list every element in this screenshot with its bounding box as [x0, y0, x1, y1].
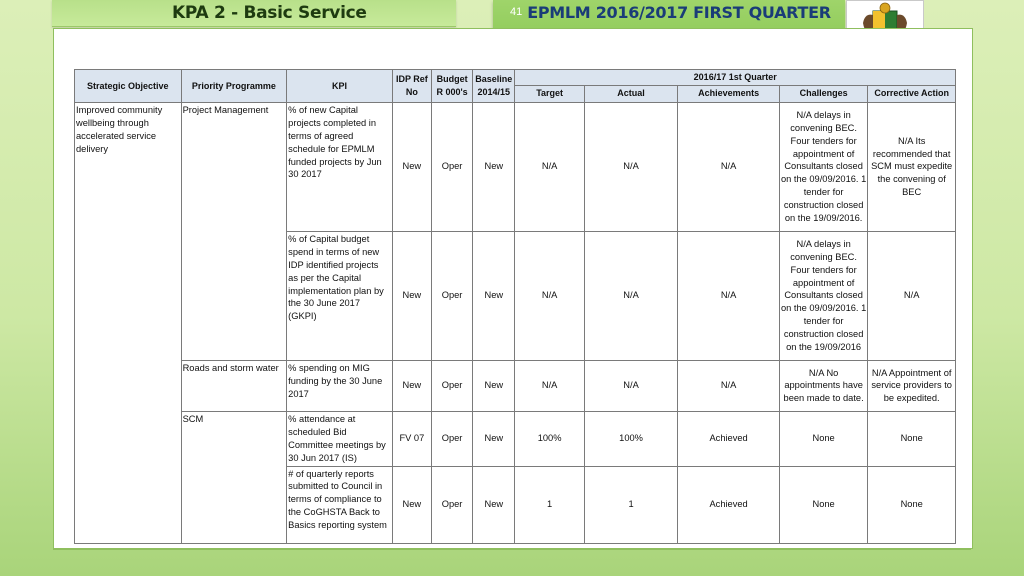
challenges-cell: N/A delays in convening BEC. Four tenders for appointment of Consultants closed on the 09/09/2016. 1 tender for construction closed on the 19/09/2016. — [779, 102, 867, 231]
kpi-cell: # of quarterly reports submitted to Council in terms of compliance to the CoGHSTA Back to Basics reporting system — [287, 466, 393, 543]
idp-ref-cell: New — [392, 360, 431, 411]
header-challenges: Challenges — [779, 85, 867, 102]
strategic-objective-cell: Improved community wellbeing through accelerated service delivery — [75, 102, 182, 543]
kpi-cell: % of new Capital projects completed in terms of agreed schedule for EPMLM funded projects by Jun 30 2017 — [287, 102, 393, 231]
header-kpi: KPI — [287, 70, 393, 103]
idp-ref-cell: New — [392, 466, 431, 543]
header-strategic-objective: Strategic Objective — [75, 70, 182, 103]
actual-cell: N/A — [584, 360, 678, 411]
challenges-cell: None — [779, 411, 867, 466]
header-budget: Budget R 000's — [431, 70, 472, 103]
content-bottom-border — [53, 548, 971, 550]
achievements-cell: Achieved — [678, 466, 780, 543]
kpa-header-tab — [52, 0, 456, 27]
target-cell: 1 — [515, 466, 584, 543]
header-actual: Actual — [584, 85, 678, 102]
target-cell: N/A — [515, 102, 584, 231]
idp-ref-cell: New — [392, 231, 431, 360]
challenges-cell: N/A No appointments have been made to date. — [779, 360, 867, 411]
baseline-cell: New — [473, 231, 515, 360]
corrective-action-cell: None — [868, 466, 956, 543]
budget-cell: Oper — [431, 466, 472, 543]
budget-cell: Oper — [431, 102, 472, 231]
header-quarter: 2016/17 1st Quarter — [515, 70, 956, 86]
baseline-cell: New — [473, 466, 515, 543]
corrective-action-cell: None — [868, 411, 956, 466]
actual-cell: 100% — [584, 411, 678, 466]
kpi-cell: % spending on MIG funding by the 30 June 2017 — [287, 360, 393, 411]
challenges-cell: N/A delays in convening BEC. Four tenders for appointment of Consultants closed on the 09/09/2016. 1 tender for construction closed on the 19/09/2016 — [779, 231, 867, 360]
achievements-cell: Achieved — [678, 411, 780, 466]
achievements-cell: N/A — [678, 102, 780, 231]
header-target: Target — [515, 85, 584, 102]
corrective-action-cell: N/A Its recommended that SCM must expedite the convening of BEC — [868, 102, 956, 231]
kpi-cell: % attendance at scheduled Bid Committee meetings by 30 Jun 2017 (IS) — [287, 411, 393, 466]
header-idp-ref: IDP Ref No — [392, 70, 431, 103]
target-cell: 100% — [515, 411, 584, 466]
corrective-action-cell: N/A Appointment of service providers to be expedited. — [868, 360, 956, 411]
corrective-action-cell: N/A — [868, 231, 956, 360]
header-achievements: Achievements — [678, 85, 780, 102]
target-cell: N/A — [515, 231, 584, 360]
target-cell: N/A — [515, 360, 584, 411]
achievements-cell: N/A — [678, 231, 780, 360]
actual-cell: N/A — [584, 102, 678, 231]
budget-cell: Oper — [431, 360, 472, 411]
kpi-cell: % of Capital budget spend in terms of new IDP identified projects as per the Capital implementation plan by the 30 June 2017 (GKPI) — [287, 231, 393, 360]
header-priority-programme: Priority Programme — [181, 70, 287, 103]
budget-cell: Oper — [431, 231, 472, 360]
slide-number: 41 — [510, 6, 523, 18]
achievements-cell: N/A — [678, 360, 780, 411]
challenges-cell: None — [779, 466, 867, 543]
idp-ref-cell: FV 07 — [392, 411, 431, 466]
baseline-cell: New — [473, 411, 515, 466]
actual-cell: N/A — [584, 231, 678, 360]
slide-title-line1: EPMLM 2016/2017 FIRST QUARTER — [527, 3, 831, 22]
header-corrective-action: Corrective Action — [868, 85, 956, 102]
performance-table — [74, 69, 956, 544]
programme-project-management: Project Management — [181, 102, 287, 360]
baseline-cell: New — [473, 102, 515, 231]
kpa-title: KPA 2 - Basic Service — [172, 3, 367, 23]
programme-roads: Roads and storm water — [181, 360, 287, 411]
baseline-cell: New — [473, 360, 515, 411]
header-baseline: Baseline 2014/15 — [473, 70, 515, 103]
budget-cell: Oper — [431, 411, 472, 466]
actual-cell: 1 — [584, 466, 678, 543]
idp-ref-cell: New — [392, 102, 431, 231]
programme-scm: SCM — [181, 411, 287, 543]
